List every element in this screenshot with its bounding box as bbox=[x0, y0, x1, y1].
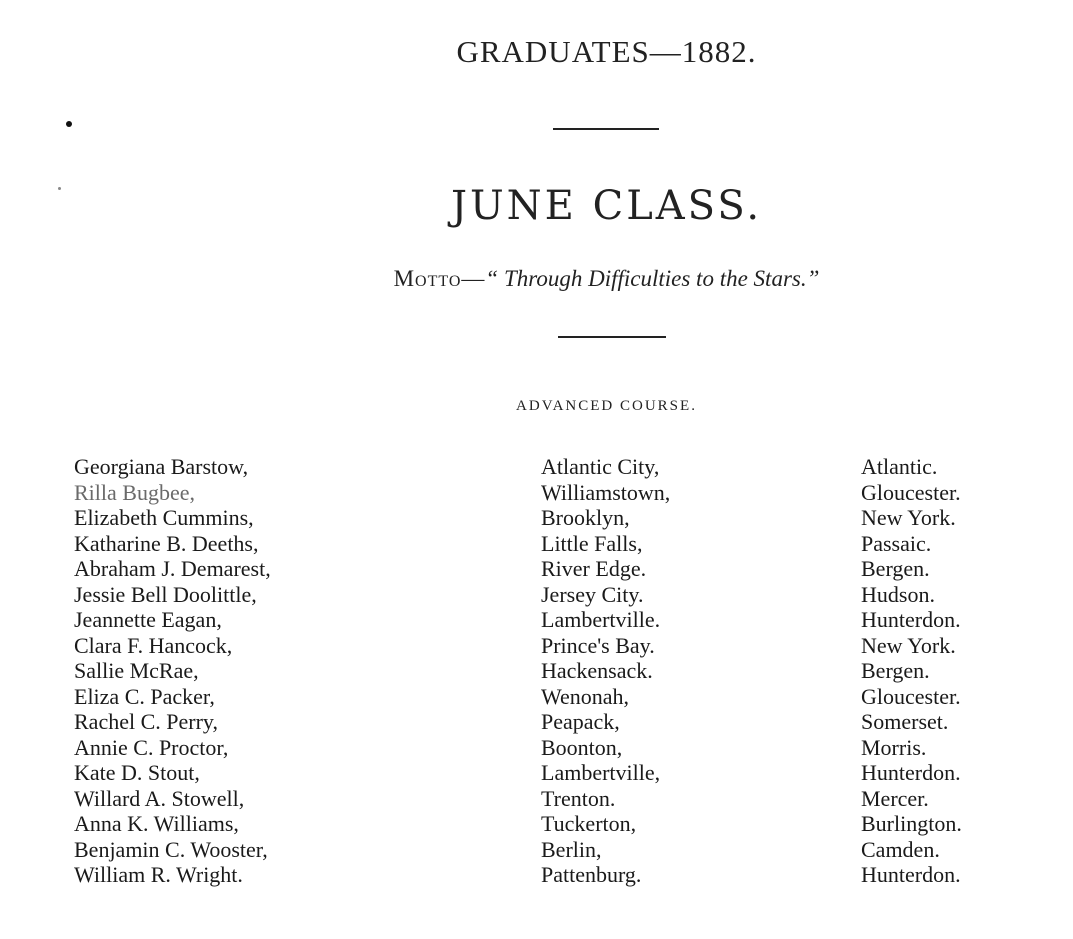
graduate-row bbox=[0, 556, 1073, 582]
graduate-county: Hudson. bbox=[861, 581, 935, 607]
graduate-town: Jersey City. bbox=[541, 581, 644, 607]
graduate-town: Williamstown, bbox=[541, 479, 671, 505]
graduate-row bbox=[0, 735, 1073, 761]
graduate-name: Kate D. Stout, bbox=[74, 760, 200, 785]
graduate-town: Prince's Bay. bbox=[541, 632, 655, 658]
graduate-name: Clara F. Hancock, bbox=[74, 632, 233, 658]
ink-speck bbox=[58, 187, 61, 190]
graduate-name: Willard A. Stowell, bbox=[74, 785, 245, 811]
graduate-name: William R. Wright. bbox=[74, 862, 243, 887]
graduate-name: Jeannette Eagan, bbox=[74, 607, 222, 632]
graduate-town: Hackensack. bbox=[541, 658, 653, 683]
graduate-county: Passaic. bbox=[861, 530, 932, 556]
graduate-county: Burlington. bbox=[861, 811, 962, 836]
graduate-town: Trenton. bbox=[541, 785, 616, 811]
graduate-county: Camden. bbox=[861, 836, 940, 862]
graduate-row bbox=[0, 811, 1073, 837]
graduate-county: Gloucester. bbox=[861, 479, 961, 505]
graduate-town: Wenonah, bbox=[541, 683, 630, 709]
graduate-town: Peapack, bbox=[541, 709, 620, 734]
graduate-town: Little Falls, bbox=[541, 530, 643, 556]
graduate-name: Rilla Bugbee, bbox=[74, 479, 195, 505]
graduate-name: Anna K. Williams, bbox=[74, 811, 239, 836]
graduate-town: Lambertville, bbox=[541, 760, 661, 785]
divider-rule bbox=[553, 128, 659, 130]
page-title: GRADUATES—1882. bbox=[456, 34, 757, 69]
graduate-name: Rachel C. Perry, bbox=[74, 709, 218, 734]
course-heading: ADVANCED COURSE. bbox=[516, 398, 697, 414]
graduate-row bbox=[0, 837, 1073, 863]
graduate-town: Atlantic City, bbox=[541, 454, 660, 479]
graduate-row bbox=[0, 582, 1073, 608]
graduate-county: Morris. bbox=[861, 734, 927, 760]
graduate-county: Somerset. bbox=[861, 709, 949, 734]
motto-text: “ Through Difficulties to the Stars.” bbox=[485, 266, 820, 291]
divider-rule bbox=[558, 336, 666, 338]
graduate-row bbox=[0, 505, 1073, 531]
graduate-row bbox=[0, 480, 1073, 506]
graduate-county: Gloucester. bbox=[861, 683, 961, 709]
graduate-county: Mercer. bbox=[861, 785, 929, 811]
graduate-row bbox=[0, 607, 1073, 633]
graduate-county: Atlantic. bbox=[861, 454, 938, 479]
graduate-name: Eliza C. Packer, bbox=[74, 683, 215, 709]
graduate-county: Hunterdon. bbox=[861, 862, 961, 887]
graduate-county: Hunterdon. bbox=[861, 760, 961, 785]
graduate-county: Bergen. bbox=[861, 556, 930, 581]
graduate-name: Sallie McRae, bbox=[74, 658, 199, 683]
graduate-town: Pattenburg. bbox=[541, 862, 642, 887]
graduate-county: Bergen. bbox=[861, 658, 930, 683]
motto-label: Motto— bbox=[393, 266, 486, 291]
graduate-row bbox=[0, 684, 1073, 710]
class-motto bbox=[70, 266, 1073, 292]
graduate-name: Katharine B. Deeths, bbox=[74, 530, 259, 556]
graduate-row bbox=[0, 658, 1073, 684]
graduate-name: Abraham J. Demarest, bbox=[74, 556, 271, 581]
graduate-town: Brooklyn, bbox=[541, 505, 630, 530]
graduate-county: New York. bbox=[861, 632, 956, 658]
graduate-row bbox=[0, 454, 1073, 480]
graduate-county: Hunterdon. bbox=[861, 607, 961, 632]
graduate-name: Annie C. Proctor, bbox=[74, 734, 229, 760]
graduate-list bbox=[0, 454, 1073, 888]
graduate-name: Elizabeth Cummins, bbox=[74, 505, 254, 530]
graduate-row bbox=[0, 786, 1073, 812]
graduate-row bbox=[0, 760, 1073, 786]
graduate-town: River Edge. bbox=[541, 556, 647, 581]
graduate-town: Tuckerton, bbox=[541, 811, 637, 836]
graduate-name: Benjamin C. Wooster, bbox=[74, 836, 268, 862]
graduate-name: Jessie Bell Doolittle, bbox=[74, 581, 257, 607]
graduate-row bbox=[0, 862, 1073, 888]
ink-speck bbox=[66, 121, 72, 127]
graduate-name: Georgiana Barstow, bbox=[74, 454, 249, 479]
graduate-county: New York. bbox=[861, 505, 956, 530]
class-heading: JUNE CLASS. bbox=[450, 183, 763, 229]
graduate-town: Lambertville. bbox=[541, 607, 661, 632]
graduate-town: Berlin, bbox=[541, 836, 602, 862]
graduate-row bbox=[0, 633, 1073, 659]
graduate-town: Boonton, bbox=[541, 734, 623, 760]
graduate-row bbox=[0, 531, 1073, 557]
graduate-row bbox=[0, 709, 1073, 735]
